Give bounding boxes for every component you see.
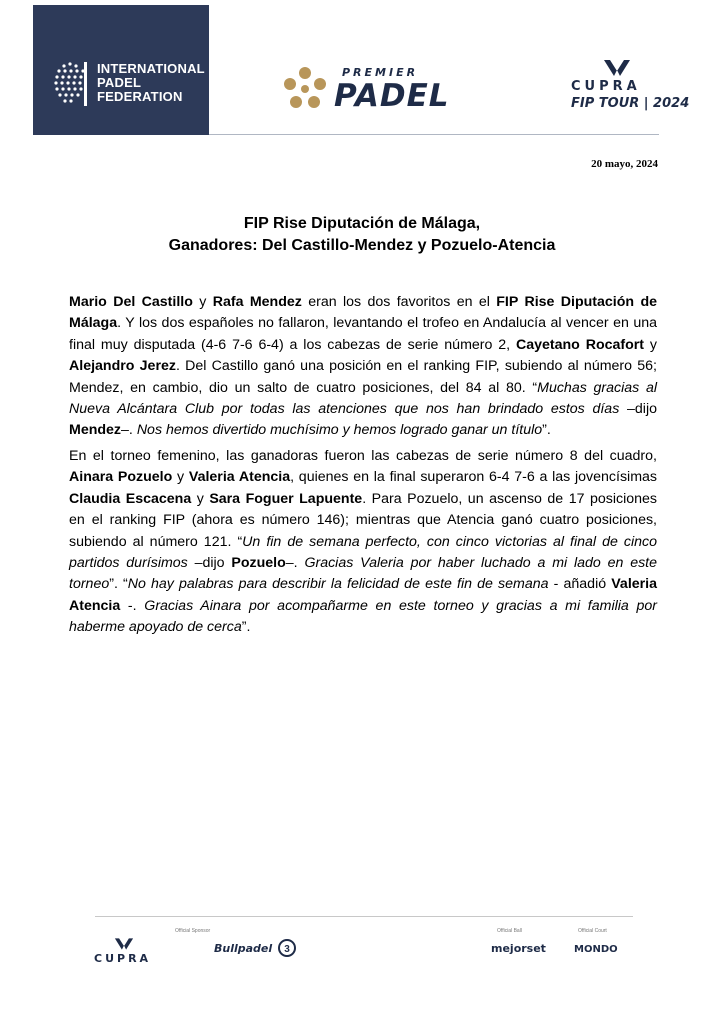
footer-cupra-logo: CUPRA <box>94 952 152 965</box>
text-segment: y <box>192 294 213 310</box>
text-segment: FIP Rise Diputación de Málaga <box>69 294 657 332</box>
paragraph-men <box>69 292 657 442</box>
footer-mejorset-logo: mejorset <box>491 942 546 955</box>
text-segment: . Y los dos españoles no fallaron, levantando el trofeo en Andalucía al vencer en una final muy disputada (4-6 7-6 6-4) a los cabezas de serie número 2, <box>69 315 657 353</box>
text-segment: Muchas gracias al Nueva Alcántara Club por todas las atenciones que nos han brindado estos días <box>69 379 657 418</box>
text-segment: Alejandro Jerez <box>69 358 176 375</box>
premier-padel-star-icon <box>282 66 328 112</box>
text-segment: Un fin de semana perfecto, con cinco victorias al final de cinco partidos durísimos <box>69 533 658 572</box>
text-segment: -. <box>120 597 145 614</box>
text-segment: y <box>172 469 189 486</box>
text-segment: . Para Pozuelo, un ascenso de 17 posiciones en el ranking FIP (ahora es número 146); mientras que Atencia ganó cuatro posiciones, subiendo al número 121. “ <box>69 490 658 550</box>
text-segment: Valeria Atencia <box>188 469 291 486</box>
text-segment: Sara Foguer Lapuente <box>209 490 363 507</box>
press-date: 20 mayo, 2024 <box>591 158 658 170</box>
text-segment: –. <box>121 422 137 439</box>
ipf-line-3: FEDERATION <box>97 89 183 104</box>
text-segment: ”. <box>542 422 551 439</box>
text-segment: y <box>644 336 658 353</box>
text-segment: –dijo <box>619 401 657 418</box>
title-line-2: Ganadores: Del Castillo-Mendez y Pozuelo-Atencia <box>168 237 556 254</box>
text-segment: ”. “ <box>109 576 128 593</box>
text-segment: ”. <box>241 619 251 636</box>
text-segment: –. <box>285 555 305 572</box>
text-segment: eran los dos favoritos en el <box>301 294 497 310</box>
text-segment: . Del Castillo ganó una posición en el ranking FIP, subiendo al número 56; Mendez, en cambio, dio un salto de cuatro posiciones, del 84 al 80. “ <box>69 358 657 396</box>
footer-bullpadel-logo: Bullpadel <box>214 942 273 955</box>
padel-wordmark: PADEL <box>334 78 450 114</box>
text-segment: No hay palabras para describir la felicidad de este fin de semana <box>127 576 549 593</box>
text-segment: Valeria Atencia <box>69 576 658 614</box>
text-segment: Nos hemos divertido muchísimo y hemos logrado ganar un título <box>136 422 543 439</box>
footer-sponsor-caption: Official Sponsor <box>175 928 211 934</box>
text-segment: Pozuelo <box>231 555 286 572</box>
text-segment: y <box>191 490 210 507</box>
fip-tour-label: FIP TOUR | 2024 <box>571 96 690 111</box>
ipf-line-2: PADEL <box>97 75 142 90</box>
footer-mondo-logo: MONDO <box>574 944 618 955</box>
bullpadel-mark-icon: 3 <box>278 939 296 957</box>
press-title <box>0 213 724 257</box>
paragraph-women <box>69 446 657 639</box>
footer-ball-caption: Official Ball <box>497 928 522 934</box>
footer-divider <box>95 916 633 917</box>
cupra-emblem-icon <box>602 58 632 78</box>
ipf-wordmark <box>97 62 205 104</box>
title-line-1: FIP Rise Diputación de Málaga, <box>243 215 481 232</box>
text-segment: Rafa Mendez <box>212 294 302 310</box>
text-segment: –dijo <box>187 555 232 572</box>
text-segment: Mario Del Castillo <box>69 294 193 310</box>
text-segment: Gracias Ainara por acompañarme en este torneo y gracias a mi familia por haberme apoyado de cerca <box>69 597 657 636</box>
footer-court-caption: Official Court <box>578 928 607 934</box>
ipf-line-1: INTERNATIONAL <box>97 61 205 76</box>
text-segment: Mendez <box>69 422 122 439</box>
ipf-globe-icon <box>50 58 90 110</box>
text-segment: Gracias Valeria por haber luchado a mi lado en este torneo <box>69 555 658 593</box>
text-segment: Ainara Pozuelo <box>69 469 173 486</box>
header-divider <box>209 134 659 135</box>
text-segment: En el torneo femenino, las ganadoras fueron las cabezas de serie número 8 del cuadro, <box>69 448 657 464</box>
text-segment: , quienes en la final superaron 6-4 7-6 a las jovencísimas <box>290 469 657 486</box>
premier-wordmark: PREMIER <box>342 66 419 79</box>
text-segment: - añadió <box>548 576 612 593</box>
text-segment: Cayetano Rocafort <box>515 336 645 353</box>
text-segment: Claudia Escacena <box>69 490 192 507</box>
footer-cupra-emblem-icon <box>113 937 135 951</box>
cupra-wordmark: CUPRA <box>571 79 641 94</box>
